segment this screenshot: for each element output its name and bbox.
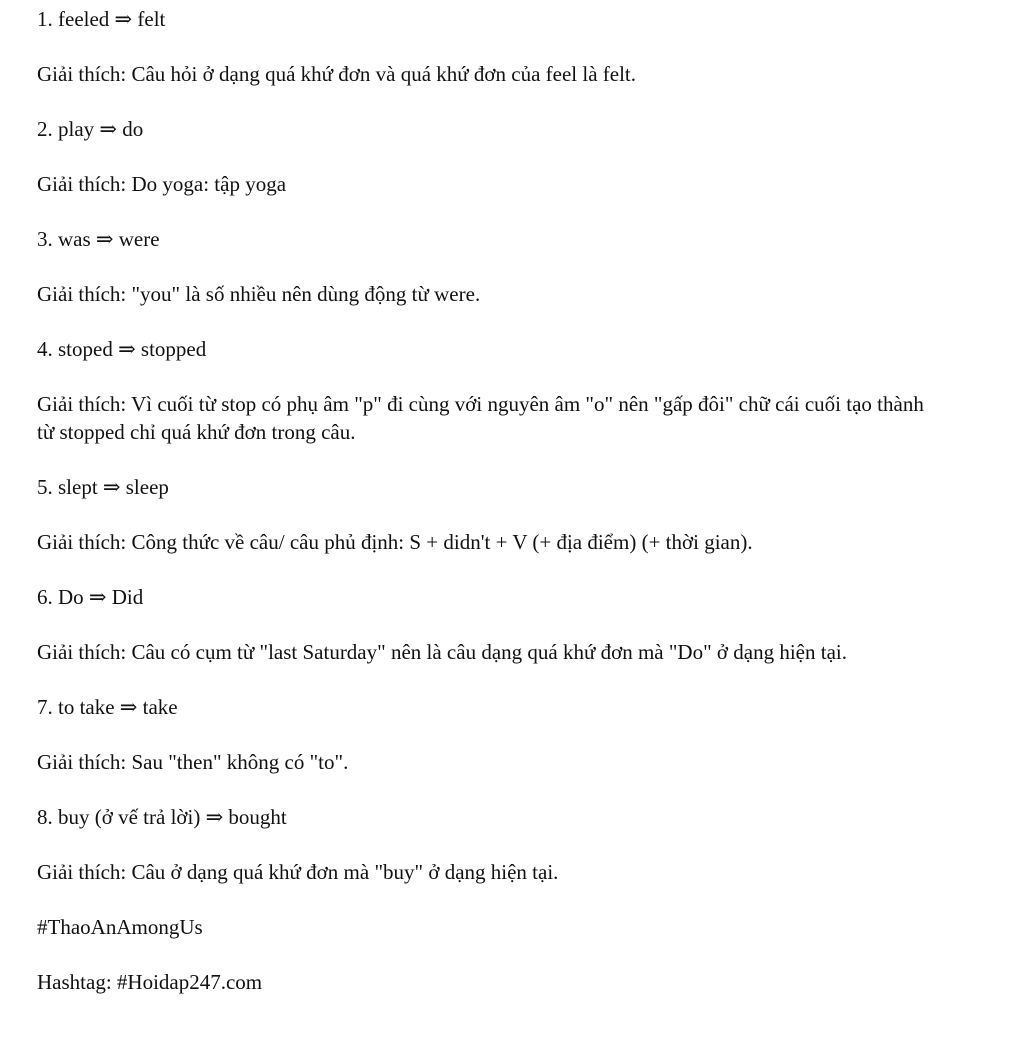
explanation-2: Giải thích: Do yoga: tập yoga <box>37 172 287 196</box>
correction-3: 3. was ⇒ were <box>37 227 160 251</box>
correction-4: 4. stoped ⇒ stopped <box>37 337 207 361</box>
explanation-6: Giải thích: Câu có cụm từ "last Saturday" nên là câu dạng quá khứ đơn mà "Do" ở dạng hiện tại. <box>37 640 847 664</box>
explanation-4: Giải thích: Vì cuối từ stop có phụ âm "p" đi cùng với nguyên âm "o" nên "gấp đôi" chữ cái cuối tạo thành từ stopped chỉ quá khứ đơn trong câu. <box>37 392 924 444</box>
answer-document <box>37 5 937 1023</box>
correction-6: 6. Do ⇒ Did <box>37 585 144 609</box>
correction-2: 2. play ⇒ do <box>37 117 144 141</box>
explanation-7: Giải thích: Sau "then" không có "to". <box>37 750 349 774</box>
explanation-1: Giải thích: Câu hỏi ở dạng quá khứ đơn và quá khứ đơn của feel là felt. <box>37 62 637 86</box>
hashtag-line: Hashtag: #Hoidap247.com <box>37 970 263 994</box>
author-signature: #ThaoAnAmongUs <box>37 915 203 939</box>
explanation-8: Giải thích: Câu ở dạng quá khứ đơn mà "buy" ở dạng hiện tại. <box>37 860 559 884</box>
explanation-3: Giải thích: "you" là số nhiều nên dùng động từ were. <box>37 282 481 306</box>
correction-7: 7. to take ⇒ take <box>37 695 178 719</box>
correction-1: 1. feeled ⇒ felt <box>37 7 166 31</box>
correction-8: 8. buy (ở vế trả lời) ⇒ bought <box>37 805 287 829</box>
explanation-5: Giải thích: Công thức về câu/ câu phủ định: S + didn't + V (+ địa điểm) (+ thời gian). <box>37 530 753 554</box>
correction-5: 5. slept ⇒ sleep <box>37 475 169 499</box>
